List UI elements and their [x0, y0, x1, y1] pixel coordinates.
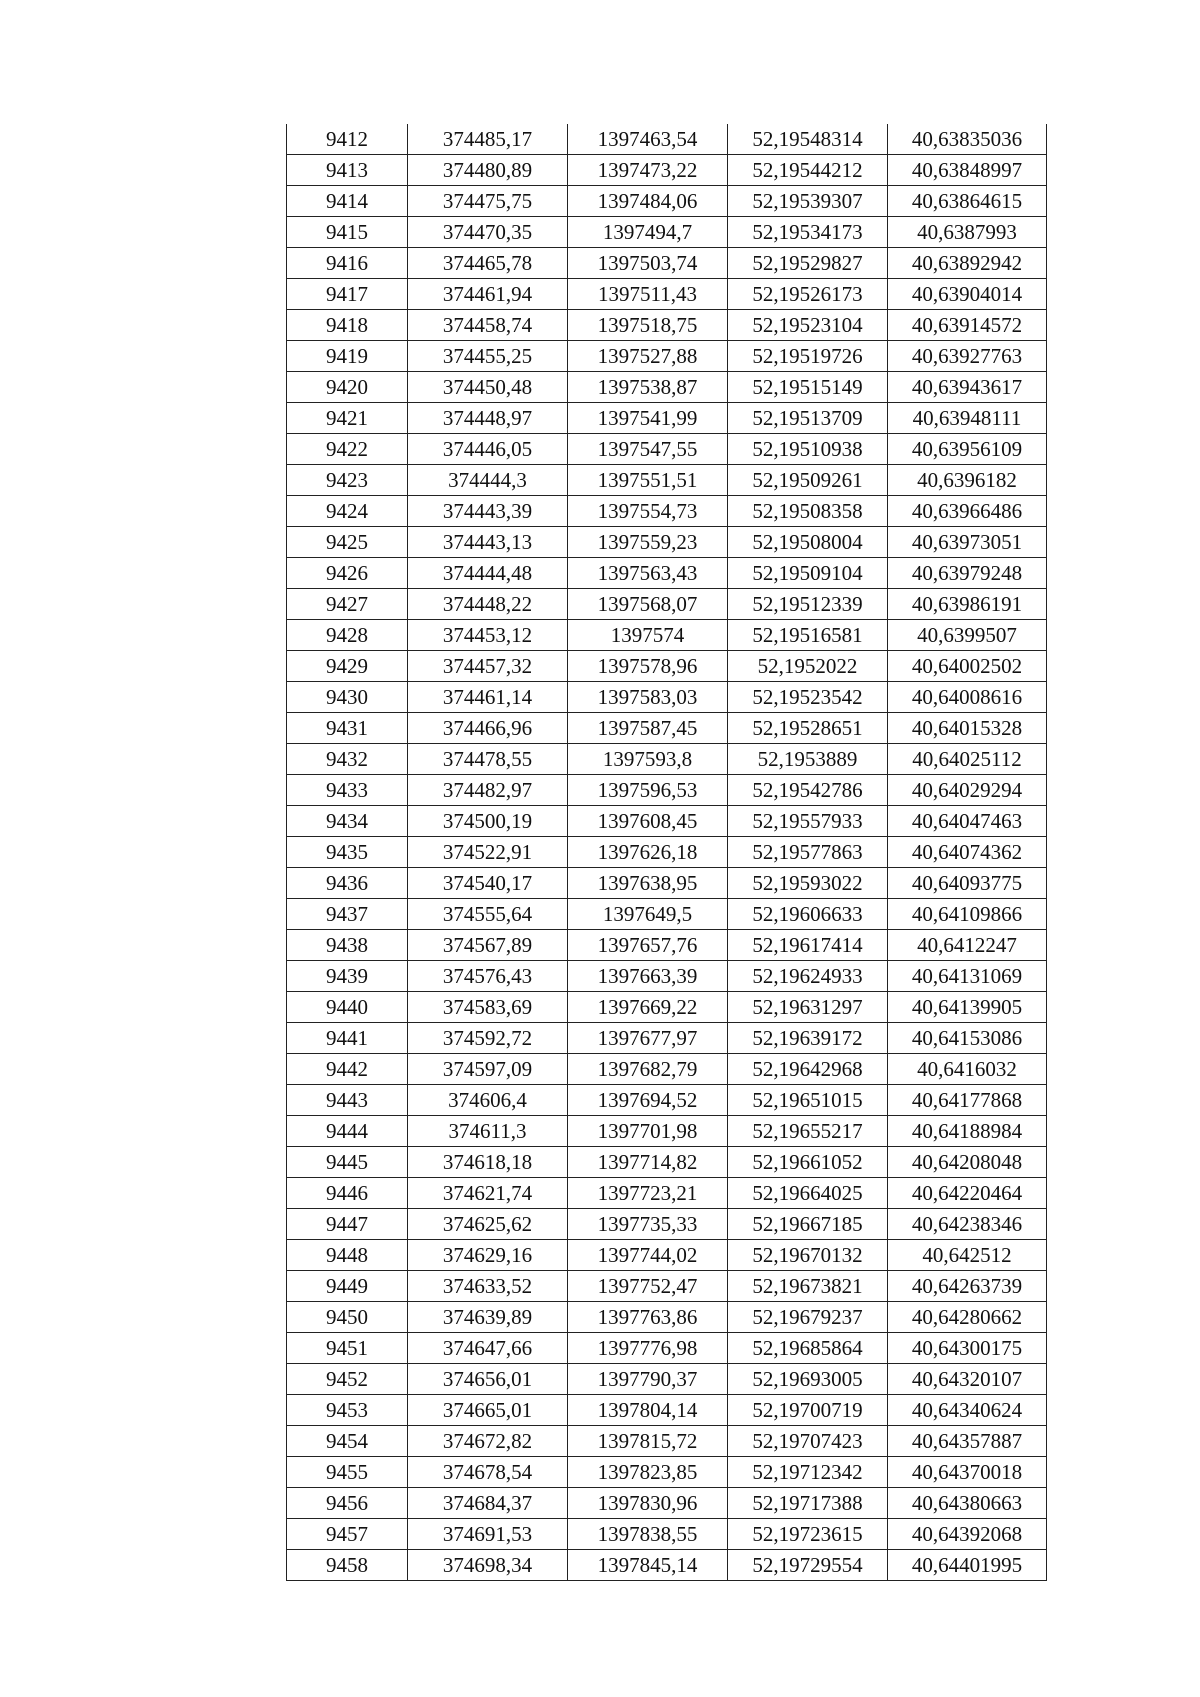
table-row	[287, 1085, 1047, 1116]
y-coordinate-cell: 1397701,98	[568, 1116, 728, 1147]
y-coordinate-cell: 1397744,02	[568, 1240, 728, 1271]
table-row	[287, 806, 1047, 837]
table-row	[287, 1054, 1047, 1085]
latitude-cell: 52,19509104	[728, 558, 888, 589]
longitude-cell: 40,64370018	[888, 1457, 1047, 1488]
y-coordinate-cell: 1397845,14	[568, 1550, 728, 1581]
point-number-cell: 9456	[287, 1488, 408, 1519]
table-row	[287, 775, 1047, 806]
table-row	[287, 1333, 1047, 1364]
point-number-cell: 9444	[287, 1116, 408, 1147]
longitude-cell: 40,64131069	[888, 961, 1047, 992]
longitude-cell: 40,64153086	[888, 1023, 1047, 1054]
latitude-cell: 52,19534173	[728, 217, 888, 248]
longitude-cell: 40,64109866	[888, 899, 1047, 930]
point-number-cell: 9431	[287, 713, 408, 744]
point-number-cell: 9446	[287, 1178, 408, 1209]
point-number-cell: 9439	[287, 961, 408, 992]
latitude-cell: 52,19624933	[728, 961, 888, 992]
latitude-cell: 52,19712342	[728, 1457, 888, 1488]
y-coordinate-cell: 1397682,79	[568, 1054, 728, 1085]
table-row	[287, 186, 1047, 217]
longitude-cell: 40,64139905	[888, 992, 1047, 1023]
x-coordinate-cell: 374475,75	[408, 186, 568, 217]
y-coordinate-cell: 1397694,52	[568, 1085, 728, 1116]
y-coordinate-cell: 1397838,55	[568, 1519, 728, 1550]
table-row	[287, 1147, 1047, 1178]
x-coordinate-cell: 374450,48	[408, 372, 568, 403]
point-number-cell: 9449	[287, 1271, 408, 1302]
point-number-cell: 9425	[287, 527, 408, 558]
table-row	[287, 310, 1047, 341]
y-coordinate-cell: 1397563,43	[568, 558, 728, 589]
longitude-cell: 40,6399507	[888, 620, 1047, 651]
y-coordinate-cell: 1397723,21	[568, 1178, 728, 1209]
table-row	[287, 1426, 1047, 1457]
longitude-cell: 40,63979248	[888, 558, 1047, 589]
y-coordinate-cell: 1397541,99	[568, 403, 728, 434]
x-coordinate-cell: 374478,55	[408, 744, 568, 775]
table-row	[287, 217, 1047, 248]
x-coordinate-cell: 374555,64	[408, 899, 568, 930]
table-row	[287, 1519, 1047, 1550]
latitude-cell: 52,19667185	[728, 1209, 888, 1240]
x-coordinate-cell: 374461,94	[408, 279, 568, 310]
latitude-cell: 52,19515149	[728, 372, 888, 403]
latitude-cell: 52,19631297	[728, 992, 888, 1023]
x-coordinate-cell: 374633,52	[408, 1271, 568, 1302]
x-coordinate-cell: 374470,35	[408, 217, 568, 248]
latitude-cell: 52,19577863	[728, 837, 888, 868]
x-coordinate-cell: 374576,43	[408, 961, 568, 992]
y-coordinate-cell: 1397714,82	[568, 1147, 728, 1178]
point-number-cell: 9415	[287, 217, 408, 248]
point-number-cell: 9413	[287, 155, 408, 186]
latitude-cell: 52,19670132	[728, 1240, 888, 1271]
longitude-cell: 40,63956109	[888, 434, 1047, 465]
x-coordinate-cell: 374448,22	[408, 589, 568, 620]
point-number-cell: 9422	[287, 434, 408, 465]
latitude-cell: 52,19508358	[728, 496, 888, 527]
point-number-cell: 9458	[287, 1550, 408, 1581]
longitude-cell: 40,63848997	[888, 155, 1047, 186]
y-coordinate-cell: 1397551,51	[568, 465, 728, 496]
point-number-cell: 9434	[287, 806, 408, 837]
x-coordinate-cell: 374647,66	[408, 1333, 568, 1364]
longitude-cell: 40,63864615	[888, 186, 1047, 217]
y-coordinate-cell: 1397518,75	[568, 310, 728, 341]
table-row	[287, 124, 1047, 155]
y-coordinate-cell: 1397804,14	[568, 1395, 728, 1426]
x-coordinate-cell: 374482,97	[408, 775, 568, 806]
point-number-cell: 9417	[287, 279, 408, 310]
y-coordinate-cell: 1397626,18	[568, 837, 728, 868]
table-row	[287, 465, 1047, 496]
latitude-cell: 52,19526173	[728, 279, 888, 310]
point-number-cell: 9441	[287, 1023, 408, 1054]
table-row	[287, 713, 1047, 744]
table-row	[287, 279, 1047, 310]
x-coordinate-cell: 374678,54	[408, 1457, 568, 1488]
latitude-cell: 52,19512339	[728, 589, 888, 620]
table-row	[287, 1023, 1047, 1054]
point-number-cell: 9416	[287, 248, 408, 279]
x-coordinate-cell: 374457,32	[408, 651, 568, 682]
x-coordinate-cell: 374597,09	[408, 1054, 568, 1085]
latitude-cell: 52,19523542	[728, 682, 888, 713]
table-row	[287, 496, 1047, 527]
longitude-cell: 40,642512	[888, 1240, 1047, 1271]
point-number-cell: 9451	[287, 1333, 408, 1364]
longitude-cell: 40,64029294	[888, 775, 1047, 806]
longitude-cell: 40,64008616	[888, 682, 1047, 713]
longitude-cell: 40,64177868	[888, 1085, 1047, 1116]
latitude-cell: 52,19729554	[728, 1550, 888, 1581]
y-coordinate-cell: 1397677,97	[568, 1023, 728, 1054]
longitude-cell: 40,63835036	[888, 124, 1047, 155]
point-number-cell: 9412	[287, 124, 408, 155]
x-coordinate-cell: 374618,18	[408, 1147, 568, 1178]
longitude-cell: 40,63892942	[888, 248, 1047, 279]
latitude-cell: 52,19557933	[728, 806, 888, 837]
y-coordinate-cell: 1397638,95	[568, 868, 728, 899]
x-coordinate-cell: 374466,96	[408, 713, 568, 744]
table-row	[287, 1240, 1047, 1271]
longitude-cell: 40,64208048	[888, 1147, 1047, 1178]
x-coordinate-cell: 374458,74	[408, 310, 568, 341]
longitude-cell: 40,64357887	[888, 1426, 1047, 1457]
table-row	[287, 961, 1047, 992]
latitude-cell: 52,19642968	[728, 1054, 888, 1085]
latitude-cell: 52,19544212	[728, 155, 888, 186]
point-number-cell: 9423	[287, 465, 408, 496]
latitude-cell: 52,19707423	[728, 1426, 888, 1457]
longitude-cell: 40,64280662	[888, 1302, 1047, 1333]
x-coordinate-cell: 374444,3	[408, 465, 568, 496]
latitude-cell: 52,19693005	[728, 1364, 888, 1395]
longitude-cell: 40,64188984	[888, 1116, 1047, 1147]
point-number-cell: 9426	[287, 558, 408, 589]
table-row	[287, 372, 1047, 403]
y-coordinate-cell: 1397559,23	[568, 527, 728, 558]
longitude-cell: 40,63986191	[888, 589, 1047, 620]
latitude-cell: 52,19516581	[728, 620, 888, 651]
latitude-cell: 52,19548314	[728, 124, 888, 155]
latitude-cell: 52,19510938	[728, 434, 888, 465]
x-coordinate-cell: 374448,97	[408, 403, 568, 434]
latitude-cell: 52,19539307	[728, 186, 888, 217]
longitude-cell: 40,63973051	[888, 527, 1047, 558]
x-coordinate-cell: 374465,78	[408, 248, 568, 279]
point-number-cell: 9440	[287, 992, 408, 1023]
x-coordinate-cell: 374455,25	[408, 341, 568, 372]
point-number-cell: 9453	[287, 1395, 408, 1426]
table-row	[287, 248, 1047, 279]
table-row	[287, 868, 1047, 899]
table-row	[287, 589, 1047, 620]
point-number-cell: 9414	[287, 186, 408, 217]
latitude-cell: 52,19639172	[728, 1023, 888, 1054]
x-coordinate-cell: 374672,82	[408, 1426, 568, 1457]
table-row	[287, 651, 1047, 682]
y-coordinate-cell: 1397568,07	[568, 589, 728, 620]
latitude-cell: 52,19717388	[728, 1488, 888, 1519]
y-coordinate-cell: 1397823,85	[568, 1457, 728, 1488]
longitude-cell: 40,64238346	[888, 1209, 1047, 1240]
longitude-cell: 40,63948111	[888, 403, 1047, 434]
x-coordinate-cell: 374684,37	[408, 1488, 568, 1519]
x-coordinate-cell: 374453,12	[408, 620, 568, 651]
latitude-cell: 52,19542786	[728, 775, 888, 806]
longitude-cell: 40,64392068	[888, 1519, 1047, 1550]
table-row	[287, 992, 1047, 1023]
y-coordinate-cell: 1397593,8	[568, 744, 728, 775]
point-number-cell: 9424	[287, 496, 408, 527]
table-row	[287, 1550, 1047, 1581]
y-coordinate-cell: 1397669,22	[568, 992, 728, 1023]
x-coordinate-cell: 374639,89	[408, 1302, 568, 1333]
point-number-cell: 9420	[287, 372, 408, 403]
latitude-cell: 52,19508004	[728, 527, 888, 558]
y-coordinate-cell: 1397735,33	[568, 1209, 728, 1240]
longitude-cell: 40,6412247	[888, 930, 1047, 961]
y-coordinate-cell: 1397649,5	[568, 899, 728, 930]
x-coordinate-cell: 374446,05	[408, 434, 568, 465]
latitude-cell: 52,19723615	[728, 1519, 888, 1550]
point-number-cell: 9445	[287, 1147, 408, 1178]
longitude-cell: 40,6416032	[888, 1054, 1047, 1085]
y-coordinate-cell: 1397538,87	[568, 372, 728, 403]
point-number-cell: 9442	[287, 1054, 408, 1085]
y-coordinate-cell: 1397663,39	[568, 961, 728, 992]
table-row	[287, 1178, 1047, 1209]
point-number-cell: 9448	[287, 1240, 408, 1271]
table-row	[287, 403, 1047, 434]
longitude-cell: 40,6387993	[888, 217, 1047, 248]
table-row	[287, 558, 1047, 589]
x-coordinate-cell: 374592,72	[408, 1023, 568, 1054]
longitude-cell: 40,64025112	[888, 744, 1047, 775]
latitude-cell: 52,19606633	[728, 899, 888, 930]
point-number-cell: 9429	[287, 651, 408, 682]
y-coordinate-cell: 1397527,88	[568, 341, 728, 372]
longitude-cell: 40,64401995	[888, 1550, 1047, 1581]
y-coordinate-cell: 1397494,7	[568, 217, 728, 248]
y-coordinate-cell: 1397511,43	[568, 279, 728, 310]
longitude-cell: 40,64074362	[888, 837, 1047, 868]
table-row	[287, 1364, 1047, 1395]
point-number-cell: 9436	[287, 868, 408, 899]
longitude-cell: 40,64093775	[888, 868, 1047, 899]
table-row	[287, 1488, 1047, 1519]
latitude-cell: 52,19661052	[728, 1147, 888, 1178]
latitude-cell: 52,19519726	[728, 341, 888, 372]
y-coordinate-cell: 1397763,86	[568, 1302, 728, 1333]
longitude-cell: 40,64002502	[888, 651, 1047, 682]
coordinates-table	[286, 124, 1047, 1581]
x-coordinate-cell: 374665,01	[408, 1395, 568, 1426]
latitude-cell: 52,1952022	[728, 651, 888, 682]
y-coordinate-cell: 1397608,45	[568, 806, 728, 837]
longitude-cell: 40,64047463	[888, 806, 1047, 837]
y-coordinate-cell: 1397815,72	[568, 1426, 728, 1457]
latitude-cell: 52,19700719	[728, 1395, 888, 1426]
table-row	[287, 1116, 1047, 1147]
latitude-cell: 52,19529827	[728, 248, 888, 279]
longitude-cell: 40,64300175	[888, 1333, 1047, 1364]
x-coordinate-cell: 374625,62	[408, 1209, 568, 1240]
y-coordinate-cell: 1397554,73	[568, 496, 728, 527]
longitude-cell: 40,63927763	[888, 341, 1047, 372]
document-page	[286, 124, 1046, 1581]
longitude-cell: 40,6396182	[888, 465, 1047, 496]
table-row	[287, 744, 1047, 775]
y-coordinate-cell: 1397503,74	[568, 248, 728, 279]
point-number-cell: 9430	[287, 682, 408, 713]
point-number-cell: 9421	[287, 403, 408, 434]
y-coordinate-cell: 1397587,45	[568, 713, 728, 744]
y-coordinate-cell: 1397776,98	[568, 1333, 728, 1364]
longitude-cell: 40,64263739	[888, 1271, 1047, 1302]
longitude-cell: 40,63914572	[888, 310, 1047, 341]
longitude-cell: 40,63904014	[888, 279, 1047, 310]
table-row	[287, 1209, 1047, 1240]
latitude-cell: 52,1953889	[728, 744, 888, 775]
latitude-cell: 52,19617414	[728, 930, 888, 961]
point-number-cell: 9432	[287, 744, 408, 775]
table-row	[287, 1302, 1047, 1333]
latitude-cell: 52,19513709	[728, 403, 888, 434]
y-coordinate-cell: 1397790,37	[568, 1364, 728, 1395]
latitude-cell: 52,19651015	[728, 1085, 888, 1116]
x-coordinate-cell: 374500,19	[408, 806, 568, 837]
y-coordinate-cell: 1397574	[568, 620, 728, 651]
x-coordinate-cell: 374461,14	[408, 682, 568, 713]
point-number-cell: 9418	[287, 310, 408, 341]
longitude-cell: 40,64380663	[888, 1488, 1047, 1519]
x-coordinate-cell: 374485,17	[408, 124, 568, 155]
point-number-cell: 9427	[287, 589, 408, 620]
table-row	[287, 341, 1047, 372]
point-number-cell: 9443	[287, 1085, 408, 1116]
x-coordinate-cell: 374522,91	[408, 837, 568, 868]
latitude-cell: 52,19673821	[728, 1271, 888, 1302]
y-coordinate-cell: 1397583,03	[568, 682, 728, 713]
y-coordinate-cell: 1397596,53	[568, 775, 728, 806]
longitude-cell: 40,63943617	[888, 372, 1047, 403]
table-row	[287, 620, 1047, 651]
x-coordinate-cell: 374691,53	[408, 1519, 568, 1550]
point-number-cell: 9433	[287, 775, 408, 806]
y-coordinate-cell: 1397578,96	[568, 651, 728, 682]
x-coordinate-cell: 374443,39	[408, 496, 568, 527]
table-row	[287, 930, 1047, 961]
y-coordinate-cell: 1397484,06	[568, 186, 728, 217]
longitude-cell: 40,64220464	[888, 1178, 1047, 1209]
table-row	[287, 1457, 1047, 1488]
point-number-cell: 9435	[287, 837, 408, 868]
x-coordinate-cell: 374606,4	[408, 1085, 568, 1116]
latitude-cell: 52,19664025	[728, 1178, 888, 1209]
longitude-cell: 40,64340624	[888, 1395, 1047, 1426]
point-number-cell: 9452	[287, 1364, 408, 1395]
longitude-cell: 40,64015328	[888, 713, 1047, 744]
latitude-cell: 52,19509261	[728, 465, 888, 496]
y-coordinate-cell: 1397752,47	[568, 1271, 728, 1302]
table-row	[287, 899, 1047, 930]
point-number-cell: 9419	[287, 341, 408, 372]
x-coordinate-cell: 374621,74	[408, 1178, 568, 1209]
longitude-cell: 40,63966486	[888, 496, 1047, 527]
point-number-cell: 9437	[287, 899, 408, 930]
x-coordinate-cell: 374611,3	[408, 1116, 568, 1147]
point-number-cell: 9455	[287, 1457, 408, 1488]
y-coordinate-cell: 1397657,76	[568, 930, 728, 961]
latitude-cell: 52,19593022	[728, 868, 888, 899]
table-row	[287, 837, 1047, 868]
table-row	[287, 527, 1047, 558]
point-number-cell: 9450	[287, 1302, 408, 1333]
latitude-cell: 52,19655217	[728, 1116, 888, 1147]
latitude-cell: 52,19523104	[728, 310, 888, 341]
point-number-cell: 9447	[287, 1209, 408, 1240]
point-number-cell: 9428	[287, 620, 408, 651]
x-coordinate-cell: 374629,16	[408, 1240, 568, 1271]
x-coordinate-cell: 374583,69	[408, 992, 568, 1023]
x-coordinate-cell: 374698,34	[408, 1550, 568, 1581]
table-row	[287, 1395, 1047, 1426]
table-row	[287, 434, 1047, 465]
latitude-cell: 52,19528651	[728, 713, 888, 744]
table-row	[287, 682, 1047, 713]
longitude-cell: 40,64320107	[888, 1364, 1047, 1395]
x-coordinate-cell: 374443,13	[408, 527, 568, 558]
y-coordinate-cell: 1397830,96	[568, 1488, 728, 1519]
x-coordinate-cell: 374444,48	[408, 558, 568, 589]
x-coordinate-cell: 374540,17	[408, 868, 568, 899]
x-coordinate-cell: 374480,89	[408, 155, 568, 186]
point-number-cell: 9457	[287, 1519, 408, 1550]
y-coordinate-cell: 1397463,54	[568, 124, 728, 155]
point-number-cell: 9438	[287, 930, 408, 961]
coordinates-table-body	[287, 124, 1047, 1581]
x-coordinate-cell: 374567,89	[408, 930, 568, 961]
latitude-cell: 52,19685864	[728, 1333, 888, 1364]
point-number-cell: 9454	[287, 1426, 408, 1457]
latitude-cell: 52,19679237	[728, 1302, 888, 1333]
table-row	[287, 155, 1047, 186]
table-row	[287, 1271, 1047, 1302]
y-coordinate-cell: 1397473,22	[568, 155, 728, 186]
x-coordinate-cell: 374656,01	[408, 1364, 568, 1395]
y-coordinate-cell: 1397547,55	[568, 434, 728, 465]
